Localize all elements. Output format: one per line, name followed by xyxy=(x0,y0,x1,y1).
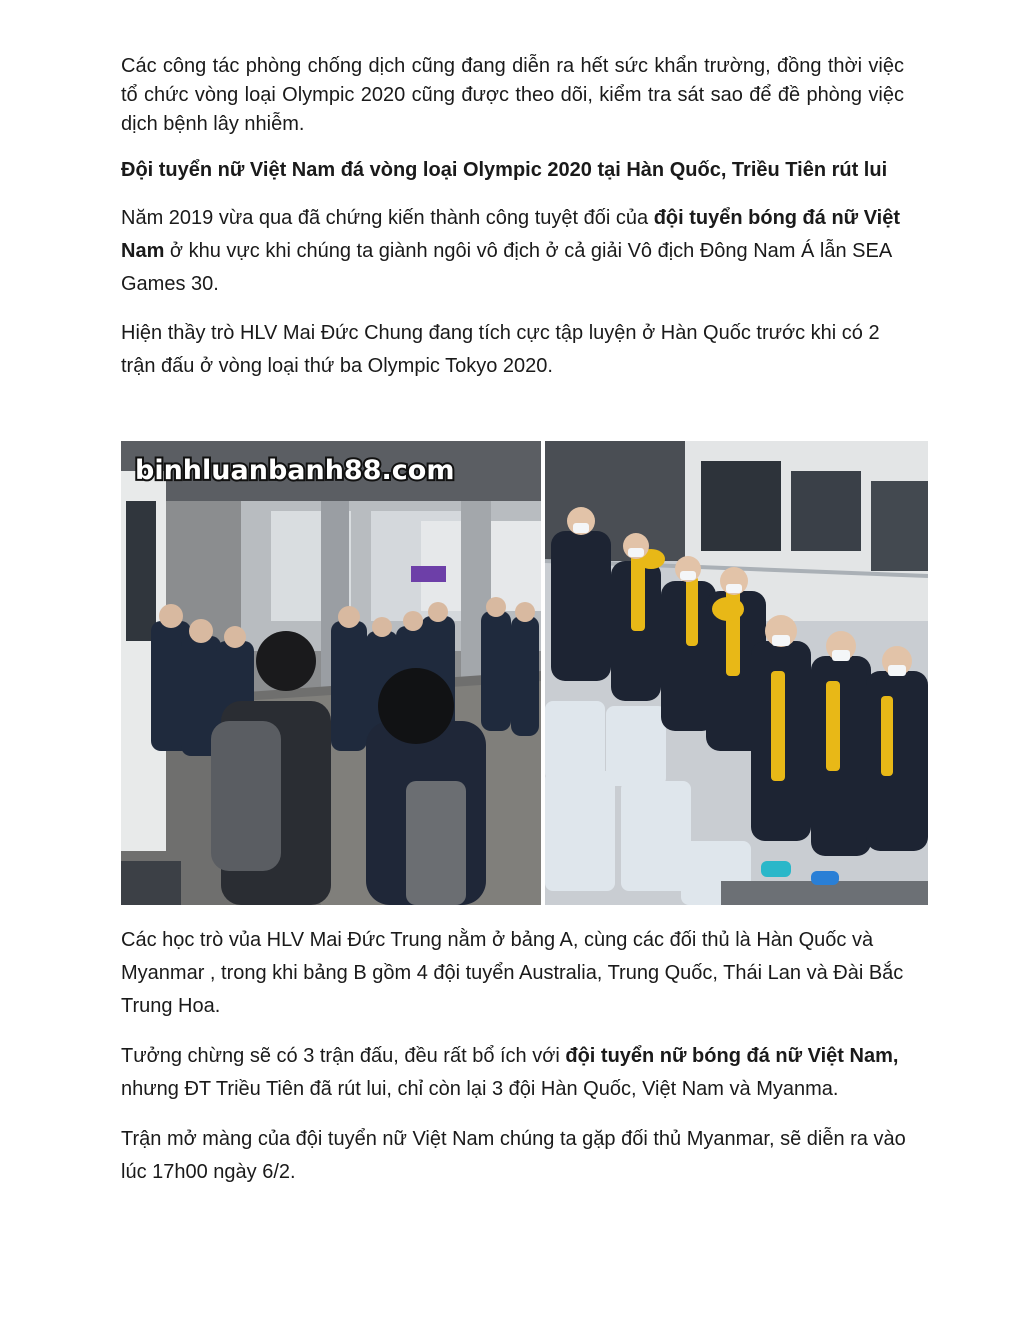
photo-watermark: binhluanbanh88.com xyxy=(135,455,455,486)
article-top xyxy=(121,52,904,383)
paragraph-training: Hiện thầy trò HLV Mai Đức Chung đang tích cực tập luyện ở Hàn Quốc trước khi có 2 trận đấu ở vòng loại thứ ba Olympic Tokyo 2020. xyxy=(121,322,880,377)
paragraph-opening-match: Trận mở màng của đội tuyển nữ Việt Nam chúng ta gặp đối thủ Myanmar, sẽ diễn ra vào lúc 17h00 ngày 6/2. xyxy=(121,1128,906,1183)
text-segment: nhưng ĐT Triều Tiên đã rút lui, chỉ còn lại 3 đội Hàn Quốc, Việt Nam và Myanma. xyxy=(121,1078,839,1100)
article-bottom xyxy=(121,924,911,1189)
section-heading: Đội tuyển nữ Việt Nam đá vòng loại Olympic 2020 tại Hàn Quốc, Triều Tiên rút lui xyxy=(121,159,888,181)
photo-collage xyxy=(121,441,928,905)
bold-team-name: đội tuyển nữ bóng đá nữ Việt Nam, xyxy=(565,1045,899,1067)
text-segment: Năm 2019 vừa qua đã chứng kiến thành công tuyệt đối của xyxy=(121,207,654,229)
article-photo xyxy=(121,441,928,905)
paragraph-withdrawal xyxy=(121,1040,911,1106)
text-segment: Tưởng chừng sẽ có 3 trận đấu, đều rất bổ ích với xyxy=(121,1045,566,1067)
paragraph-groups: Các học trò vủa HLV Mai Đức Trung nằm ở bảng A, cùng các đối thủ là Hàn Quốc và Myanmar , trong khi bảng B gồm 4 đội tuyển Australia, Trung Quốc, Thái Lan và Đài Bắc Trung Hoa. xyxy=(121,929,904,1017)
intro-paragraph: Các công tác phòng chống dịch cũng đang diễn ra hết sức khẩn trường, đồng thời việc tổ chức vòng loại Olympic 2020 cũng được theo dõi, kiểm tra sát sao để đề phòng việc dịch bệnh lây nhiễm. xyxy=(121,55,904,135)
paragraph-achievements xyxy=(121,202,904,301)
text-segment: ở khu vực khi chúng ta giành ngôi vô địch ở cả giải Vô địch Đông Nam Á lẫn SEA Games 30. xyxy=(121,240,892,295)
bold-team-name: đội tuyển bóng đá nữ Việt Nam xyxy=(121,207,901,262)
